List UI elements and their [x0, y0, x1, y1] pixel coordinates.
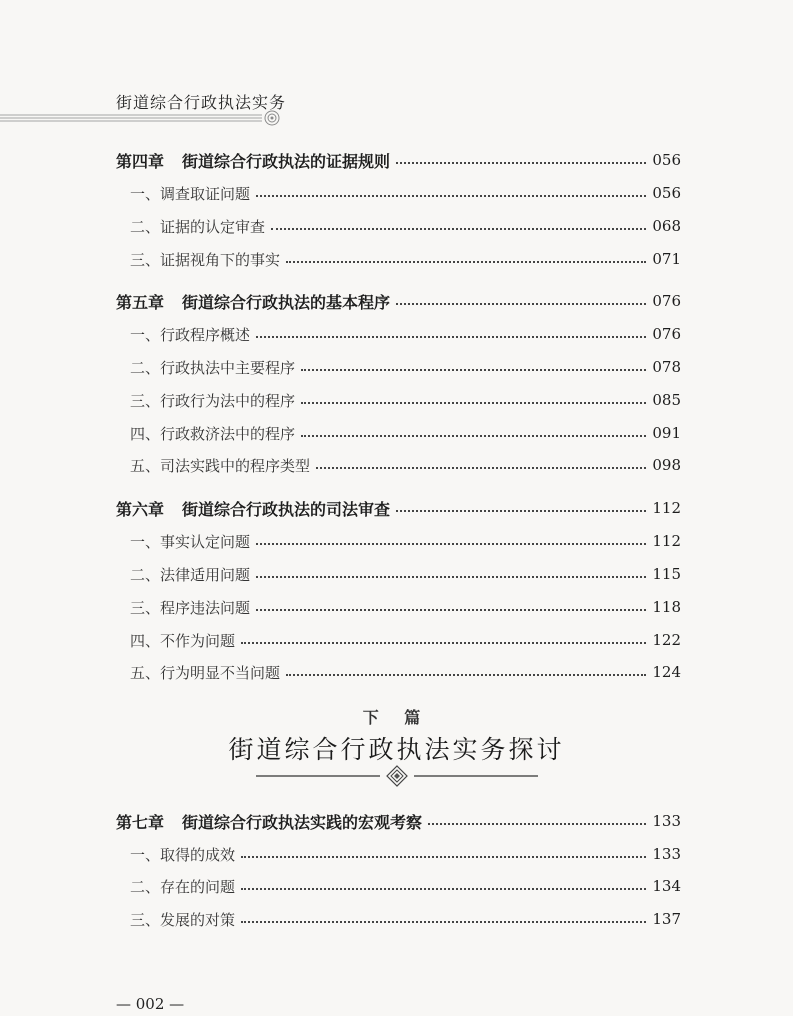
section-title: 三、程序违法问题 [130, 598, 251, 617]
section-title: 二、证据的认定审查 [130, 217, 266, 236]
dot-leader [316, 466, 646, 469]
toc-section[interactable] [116, 874, 681, 898]
section-title: 二、法律适用问题 [130, 565, 251, 584]
toc-chapter-7[interactable] [116, 809, 681, 833]
toc-section[interactable] [116, 247, 681, 271]
dot-leader [256, 194, 646, 197]
section-title: 一、调查取证问题 [130, 184, 251, 203]
toc-section[interactable] [116, 181, 681, 205]
section-title: 四、行政救济法中的程序 [130, 424, 296, 443]
chapter-number: 第六章 [116, 499, 165, 519]
page-number: 133 [652, 812, 681, 830]
page-number: 124 [652, 663, 681, 681]
dot-leader [286, 260, 646, 263]
section-title: 五、司法实践中的程序类型 [130, 456, 311, 475]
toc-chapter-5[interactable] [116, 289, 681, 313]
dot-leader [428, 822, 646, 825]
page-number: 133 [652, 845, 681, 863]
toc-section[interactable] [116, 660, 681, 684]
toc-section[interactable] [116, 842, 681, 866]
toc-chapter-6[interactable] [116, 496, 681, 520]
toc-section[interactable] [116, 453, 681, 477]
part-label: 下 篇 [362, 708, 431, 727]
chapter-title: 街道综合行政执法实践的宏观考察 [182, 812, 423, 832]
dot-leader [301, 434, 646, 437]
page-number: 112 [652, 499, 681, 517]
section-title: 一、取得的成效 [130, 845, 236, 864]
dot-leader [286, 673, 646, 676]
toc-section[interactable] [116, 322, 681, 346]
page-number: 134 [652, 877, 681, 895]
part-title: 街道综合行政执法实务探讨 [228, 735, 565, 764]
section-title: 五、行为明显不当问题 [130, 663, 281, 682]
page-number: 091 [652, 424, 681, 442]
dot-leader [301, 401, 646, 404]
page-number: 112 [652, 532, 681, 550]
dot-leader [256, 575, 646, 578]
section-title: 三、证据视角下的事实 [130, 250, 281, 269]
page-number: 056 [652, 184, 681, 202]
page-number: 076 [652, 292, 681, 310]
dot-leader [256, 542, 646, 545]
dot-leader [301, 368, 646, 371]
dot-leader [256, 335, 646, 338]
page-number: 085 [652, 391, 681, 409]
part-divider-ornament [256, 765, 538, 787]
dot-leader [241, 641, 646, 644]
chapter-number: 第七章 [116, 812, 165, 832]
chapter-number: 第四章 [116, 151, 165, 171]
dot-leader [241, 887, 646, 890]
page-number: 122 [652, 631, 681, 649]
dot-leader [396, 302, 646, 305]
toc-section[interactable] [116, 628, 681, 652]
page-number: 071 [652, 250, 681, 268]
chapter-number: 第五章 [116, 292, 165, 312]
section-title: 三、行政行为法中的程序 [130, 391, 296, 410]
toc-section[interactable] [116, 421, 681, 445]
section-title: 二、行政执法中主要程序 [130, 358, 296, 377]
page-number: 076 [652, 325, 681, 343]
dot-leader [256, 608, 646, 611]
dot-leader [271, 227, 646, 230]
page-number: 068 [652, 217, 681, 235]
header-ornament-rule [0, 108, 290, 128]
toc-section[interactable] [116, 214, 681, 238]
dot-leader [241, 855, 646, 858]
chapter-title: 街道综合行政执法的证据规则 [182, 151, 391, 171]
section-title: 二、存在的问题 [130, 877, 236, 896]
footer-page-number: — 002 — [116, 995, 185, 1013]
page-number: 098 [652, 456, 681, 474]
toc-chapter-4[interactable] [116, 148, 681, 172]
book-title: 街道综合行政执法实务 [116, 93, 287, 112]
toc-section[interactable] [116, 529, 681, 553]
chapter-title: 街道综合行政执法的基本程序 [182, 292, 391, 312]
section-title: 三、发展的对策 [130, 910, 236, 929]
section-title: 四、不作为问题 [130, 631, 236, 650]
page-number: 078 [652, 358, 681, 376]
page-number: 118 [652, 598, 681, 616]
chapter-title: 街道综合行政执法的司法审查 [182, 499, 391, 519]
toc-section[interactable] [116, 355, 681, 379]
toc-section[interactable] [116, 595, 681, 619]
dot-leader [241, 920, 646, 923]
dot-leader [396, 161, 646, 164]
section-title: 一、行政程序概述 [130, 325, 251, 344]
toc-section[interactable] [116, 907, 681, 931]
page-number: 115 [652, 565, 681, 583]
page-number: 056 [652, 151, 681, 169]
toc-section[interactable] [116, 388, 681, 412]
section-title: 一、事实认定问题 [130, 532, 251, 551]
toc-section[interactable] [116, 562, 681, 586]
dot-leader [396, 509, 646, 512]
page-number: 137 [652, 910, 681, 928]
